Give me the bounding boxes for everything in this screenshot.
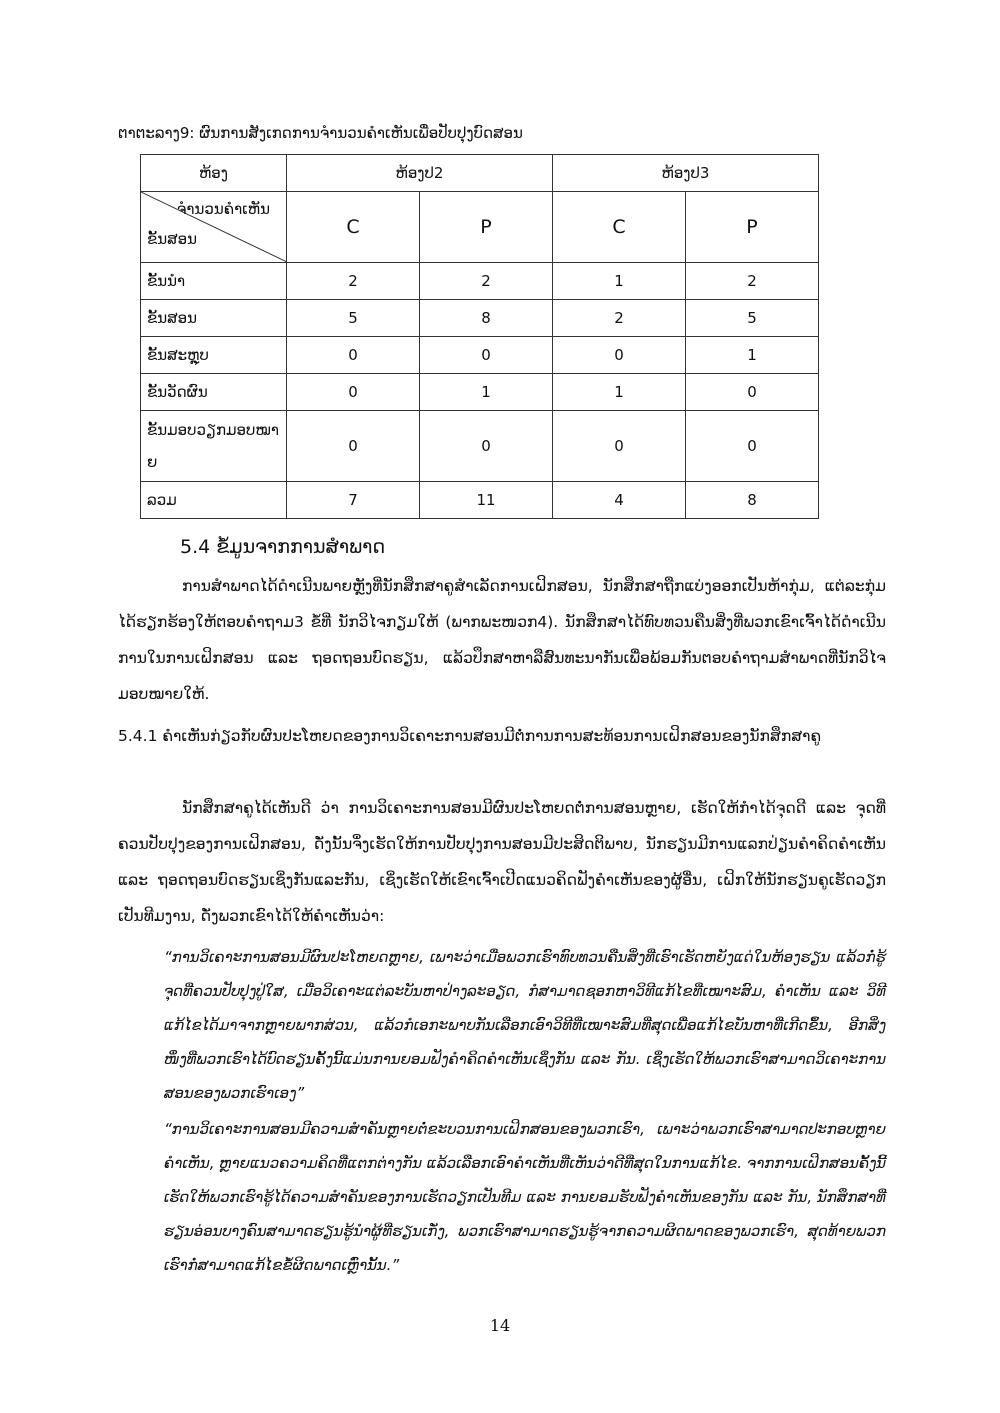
- col-c2: C: [553, 192, 686, 263]
- cell: 0: [287, 374, 420, 411]
- row-label: ຂັ້ນສອນ: [141, 300, 287, 337]
- header-room-a: ຫ້ອງປ2: [287, 155, 553, 192]
- cell: 2: [686, 263, 819, 300]
- cell: 0: [686, 374, 819, 411]
- paragraph-interview: ການສໍາພາດໄດ້ດໍາເນີນພາຍຫຼັງທີ່ນັກສຶກສາຄູສໍາເລັດການເຝິກສອນ, ນັກສຶກສາຖືກແບ່ງອອກເປັນຫ້າກຸ່ມ, ແຕ່ລະກຸ່ມໄດ້ຮຽກຮ້ອງໃຫ້ຕອບຄໍາຖາມ3 ຂໍ້ທີ່ ນັກວິໄຈກຽມໃຫ້ (ພາກພະໜວກ4). ນັກສຶກສາໄດ້ທົບທວນຄືນສິ່ງທີ່ພວກເຂົາເຈົ້າໄດ້ດໍາເນີນການໃນການເຝິກສອນ ແລະ ຖອດຖອນບົດຮຽນ, ແລ້ວປຶກສາຫາລືສົນທະນາກັນເພື່ອພ້ອມກັນຕອບຄໍາຖາມສໍາພາດທີ່ນັກວິໄຈມອບໝາຍໃຫ້.: [118, 577, 886, 703]
- page-number: 14: [489, 1316, 511, 1335]
- cell: 0: [287, 411, 420, 482]
- cell: 2: [420, 263, 553, 300]
- table-caption: ຕາຕະລາງ9: ຜົນການສັງເກດການຈໍານວນຄໍາເຫັນເພື່ອປັບປຸງບົດສອນ: [118, 124, 523, 142]
- table-row: [141, 337, 819, 374]
- cell: 0: [420, 337, 553, 374]
- cell: 11: [420, 482, 553, 519]
- cell: 0: [686, 411, 819, 482]
- cell: 1: [686, 337, 819, 374]
- table-row: [141, 300, 819, 337]
- cell: 0: [553, 337, 686, 374]
- row-label: ລວມ: [141, 482, 287, 519]
- cell: 1: [553, 263, 686, 300]
- cell: 0: [553, 411, 686, 482]
- table-row: [141, 374, 819, 411]
- table-row: [141, 263, 819, 300]
- paragraph-opinion: ນັກສຶກສາຄູໄດ້ເຫັນດີ ວ່າ ການວິເຄາະການສອນມີຜົນປະໂຫຍດຕໍ່ການສອນຫຼາຍ, ເຮັດໃຫ້ກໍາໄດ້ຈຸດດີ ແລະ ຈຸດທີ່ຄວນປັບປຸງຂອງການເຝິກສອນ, ດັ່ງນັ້ນຈຶ່ງເຮັດໃຫ້ການປັບປຸງການສອນມີປະສິດຕິພາບ, ນັກຮຽນມີການແລກປ່ຽນຄໍາຄິດຄໍາເຫັນ ແລະ ຖອດຖອນບົດຮຽນເຊິ່ງກັນແລະກັນ, ເຊິ່ງເຮັດໃຫ້ເຂົາເຈົ້າເປີດແນວຄິດຟັງຄໍາເຫັນຂອງຜູ້ອື່ນ, ເຝິກໃຫ້ນັກຮຽນຄູເຮັດວຽກເປັນທີມງານ, ດັ່ງພວກເຂົາໄດ້ໃຫ້ຄໍາເຫັນວ່າ:: [118, 799, 886, 925]
- cell: 2: [553, 300, 686, 337]
- table-row: [141, 482, 819, 519]
- comments-table: [140, 154, 819, 519]
- row-label: ຂັ້ນວັດຜົນ: [141, 374, 287, 411]
- cell: 4: [553, 482, 686, 519]
- cell: 8: [686, 482, 819, 519]
- quote-2: “ການວິເຄາະການສອນມີຄວາມສໍາຄັນຫຼາຍຕໍ່ຂະບວນການເຝິກສອນຂອງພວກເຮົາ, ເພາະວ່າພວກເຮົາສາມາດປະກອບຫຼາຍຄໍາເຫັນ, ຫຼາຍແນວຄວາມຄິດທີ່ແຕກຕ່າງກັນ ແລ້ວເລືອກເອົາຄໍາເຫັນທີ່ເຫັນວ່າດີທີ່ສຸດໃນການແກ້ໄຂ. ຈາກການເຝິກສອນຄັ້ງນີ້ເຮັດໃຫ້ພວກເຮົາຮູ້ໄດ້ຄວາມສໍາຄັນຂອງການເຮັດວຽກເປັນທີມ ແລະ ການຍອມຮັບຟັງຄໍາເຫັນຂອງກັນ ແລະ ກັນ, ນັກສຶກສາທີ່ຮຽນອ່ອນບາງຄົນສາມາດຮຽນຮູ້ນໍາຜູ້ທີ່ຮຽນເກັ່ງ, ພວກເຮົາສາມາດຮຽນຮູ້ຈາກຄວາມຜິດພາດຂອງພວກເຮົາ, ສຸດທ້າຍພວກເຮົາກໍ່ສາມາດແກ້ໄຂຂໍ້ຜິດພາດເຫຼົ່ານັ້ນ.”: [164, 1120, 886, 1274]
- subsection-heading: 5.4.1 ຄໍາເຫັນກ່ຽວກັບຜົນປະໂຫຍດຂອງການວິເຄາະການສອນມີຕໍ່ການການສະທ້ອນການເຝິກສອນຂອງນັກສຶກສາຄູ: [118, 727, 822, 745]
- header-room-b: ຫ້ອງປ3: [553, 155, 819, 192]
- header-room: ຫ້ອງ: [141, 155, 287, 192]
- diagonal-header-cell: [141, 192, 287, 263]
- cell: 0: [420, 411, 553, 482]
- cell: 0: [287, 337, 420, 374]
- cell: 7: [287, 482, 420, 519]
- cell: 8: [420, 300, 553, 337]
- col-p1: P: [420, 192, 553, 263]
- cell: 1: [553, 374, 686, 411]
- row-label: ຂັ້ນສະຫຼຸບ: [141, 337, 287, 374]
- cell: 5: [686, 300, 819, 337]
- diag-bottom-label: ຂັ້ນສອນ: [147, 230, 198, 248]
- col-c1: C: [287, 192, 420, 263]
- cell: 5: [287, 300, 420, 337]
- cell: 2: [287, 263, 420, 300]
- row-label: ຂັ້ນນໍາ: [141, 263, 287, 300]
- cell: 1: [420, 374, 553, 411]
- table-row: [141, 411, 819, 482]
- diag-top-label: ຈໍານວນຄໍາເຫັນ: [177, 200, 270, 218]
- col-p2: P: [686, 192, 819, 263]
- quote-1: “ການວິເຄາະການສອນມີຜົນປະໂຫຍດຫຼາຍ, ເພາະວ່າເມື່ອພວກເຮົາທົບທວນຄືນສິ່ງທີ່ເຮົາເຮັດຫຍັງແດ່ໃນຫ້ອງຮຽນ ແລ້ວກໍ່ຮູ້ຈຸດທີ່ຄວນປັບປຸງປູ່ໃສ, ເມື່ອວິເຄາະແຕ່ລະບັນຫາປ່າງລະອຽດ, ກໍສາມາດຊອກຫາວິທີແກ້ໄຂທີ່ເໝາະສົມ, ຄໍາເຫັນ ແລະ ວິທີແກ້ໄຂໄດ້ມາຈາກຫຼາຍພາກສ່ວນ, ແລ້ວກໍເອກະພາບກັນເລືອກເອົາວິທີທີ່ເໝາະສົມທີ່ສຸດເພື່ອແກ້ໄຂບັນຫາທີ່ເກີດຂຶ້ນ, ອີກສິ່ງໜຶ່ງທີ່ພວກເຮົາໄດ້ບົດຮຽນຄັ້ງນີ້ແມ່ນການຍອມຟັງຄໍາຄິດຄໍາເຫັນເຊິ່ງກັນ ແລະ ກັນ. ເຊິ່ງເຮັດໃຫ້ພວກເຮົາສາມາດວິເຄາະການສອນຂອງພວກເຮົາເອງ”: [164, 948, 886, 1102]
- row-label: ຂັ້ນມອບວຽກມອບໝາຍ: [141, 411, 287, 482]
- section-heading: 5.4 ຂໍ້ມູນຈາກການສໍາພາດ: [180, 536, 386, 558]
